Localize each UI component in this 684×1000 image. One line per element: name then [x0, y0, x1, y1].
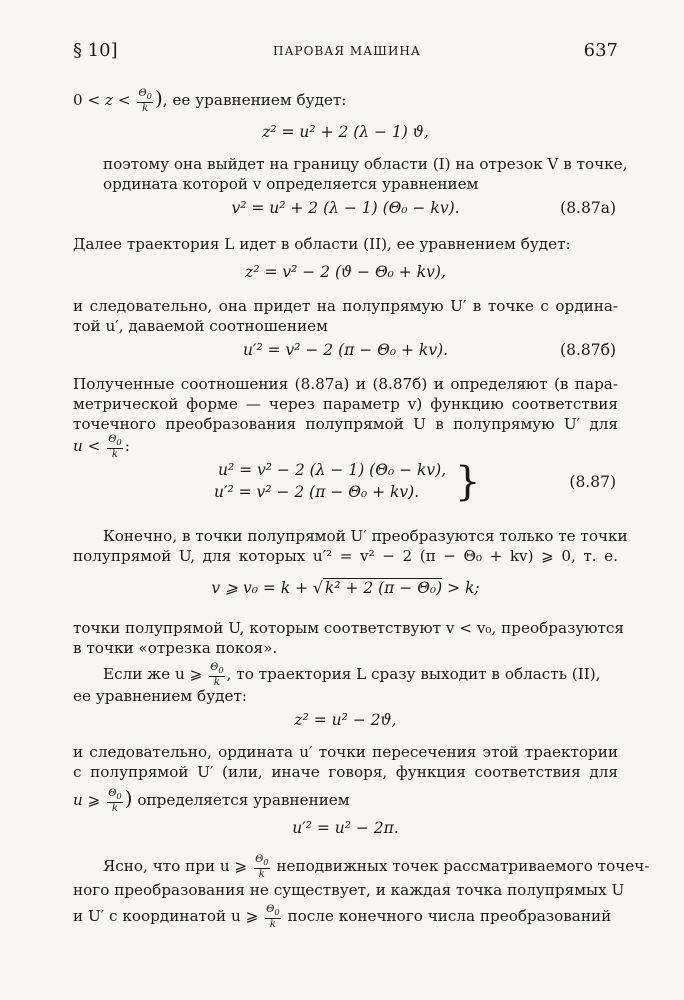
equation-8-87a: v² = u² + 2 (λ − 1) (Θ₀ − kv). [231, 199, 460, 217]
inequality: 0 < z < [73, 91, 131, 109]
equation-number-8-87a: (8.87а) [560, 199, 616, 217]
text-line-19: Ясно, что при u ⩾ $\frac{\Theta_0}{k}$ неподвижных точек рассматриваемого точеч- [103, 854, 650, 880]
fraction-theta0-k: $\frac{\Theta_0}{k}$ [266, 904, 280, 930]
equation-z-region-2-direct: z² = u² − 2ϑ, [294, 711, 397, 729]
text-line-7: Полученные соотношения (8.87а) и (8.87б) и определяют (в пара- [73, 375, 618, 393]
equation-u-prime-direct: u′² = u² − 2π. [292, 819, 399, 837]
equation-8-87-second: u′² = v² − 2 (π − Θ₀ + kv). [214, 483, 420, 501]
text-line-1: 0 < z < $\frac{\Theta_0}{k}$ ), ее уравнением будет: [73, 86, 347, 114]
fraction-theta0-k: $\frac{\Theta_0}{k}$ [255, 854, 269, 880]
text-line-15: ее уравнением будет: [73, 687, 247, 705]
text-line-9: точечного преобразования полупрямой U в полупрямую U′ для [73, 415, 618, 433]
text-line-17: с полупрямой U′ (или, иначе говоря, функция соответствия для [73, 763, 618, 781]
equation-8-87-first: u² = v² − 2 (λ − 1) (Θ₀ − kv), [218, 461, 447, 479]
page-header [73, 40, 618, 64]
equation-number-8-87b: (8.87б) [560, 341, 616, 359]
text-line-2: поэтому она выйдет на границу области (I) на отрезок V в точке, [103, 155, 628, 173]
page-number: 637 [583, 40, 618, 61]
equation-v0: v ⩾ v₀ = k + √ k² + 2 (π − Θ₀) > k; [211, 579, 480, 597]
equation-8-87b: u′² = v² − 2 (π − Θ₀ + kv). [242, 341, 449, 359]
text-line-20: ного преобразования не существует, и каждая точка полупрямых U [73, 881, 625, 899]
text-line-condition: u < $\frac{\Theta_0}{k}$ : [73, 434, 130, 460]
text-line-8: метрической форме — через параметр v) функцию соответствия [73, 395, 618, 413]
equation-number-8-87: (8.87) [569, 473, 616, 491]
text-line-12: точки полупрямой U, которым соответствуют v < v₀, преобразуются [73, 619, 624, 637]
equation-z-region-2: z² = v² − 2 (ϑ − Θ₀ + kv), [245, 263, 446, 281]
text-line-10: Конечно, в точки полупрямой U′ преобразуются только те точки [103, 527, 628, 545]
text-line-5: и следовательно, она придет на полупрямую U′ в точке с ордина- [73, 297, 618, 315]
text-line-21: и U′ с координатой u ⩾ $\frac{\Theta_0}{k}$ после конечного числа преобразований [73, 904, 612, 930]
text-line-4: Далее траектория L идет в области (II), ее уравнением будет: [73, 235, 571, 253]
equation-z-squared: z² = u² + 2 (λ − 1) ϑ, [262, 123, 429, 141]
section-number: § 10] [73, 40, 118, 61]
fraction-theta0-k: $\frac{\Theta_0}{k}$ [138, 88, 152, 114]
fraction-theta0-k: $\frac{\Theta_0}{k}$ [108, 434, 122, 460]
text-line-18: u ⩾ $\frac{\Theta_0}{k}$ ) определяется уравнением [73, 786, 350, 814]
text-line-3: ордината которой v определяется уравнением [103, 175, 479, 193]
text-line-16: и следовательно, ордината u′ точки пересечения этой траектории [73, 743, 618, 761]
fraction-theta0-k: $\frac{\Theta_0}{k}$ [108, 788, 122, 814]
text-line-13: в точки «отрезка покоя». [73, 639, 278, 657]
system-brace: } [455, 459, 481, 505]
running-title: ПАРОВАЯ МАШИНА [273, 44, 421, 58]
text-line-6: той u′, даваемой соотношением [73, 317, 328, 335]
text-line-14: Если же u ⩾ $\frac{\Theta_0}{k}$ , то траектория L сразу выходит в область (II), [103, 662, 601, 688]
fraction-theta0-k: $\frac{\Theta_0}{k}$ [210, 662, 224, 688]
text-line-11: полупрямой U, для которых u′² = v² − 2 (π − Θ₀ + kv) ⩾ 0, т. е. [73, 547, 618, 565]
